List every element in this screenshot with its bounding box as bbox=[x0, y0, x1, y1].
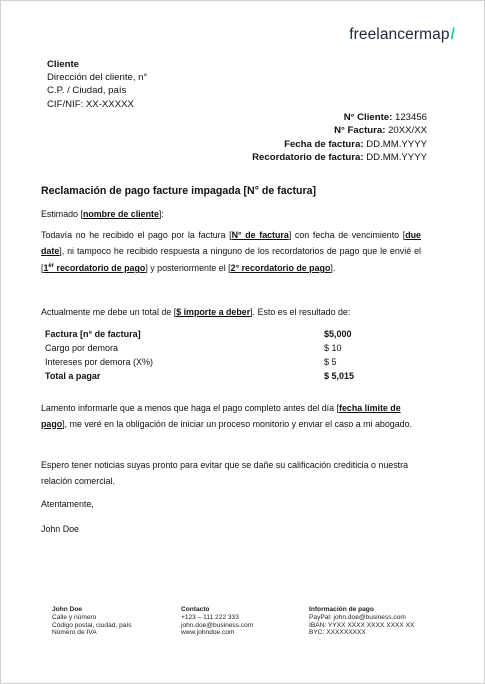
client-address-block bbox=[47, 58, 147, 111]
meta-invoice-date: Fecha de factura: DD.MM.YYYY bbox=[284, 138, 427, 150]
table-row bbox=[45, 327, 384, 341]
placeholder-amount: $ importe a deber bbox=[176, 307, 251, 317]
footer-sender: John Doe Calle y número Código postal, ciudad, país Número de IVA bbox=[52, 606, 132, 637]
brand-logo bbox=[349, 26, 455, 44]
table-row bbox=[45, 369, 384, 383]
closing: Atentamente, bbox=[41, 499, 94, 509]
client-heading: Cliente bbox=[47, 59, 79, 70]
cost-breakdown-table bbox=[45, 327, 384, 383]
placeholder-due-date: due date bbox=[41, 230, 421, 256]
cost-label: Intereses por demora (X%) bbox=[45, 357, 154, 367]
meta-invoice-no: N° Factura: 20XX/XX bbox=[334, 125, 427, 137]
placeholder-client-name: nombre de cliente bbox=[82, 209, 159, 219]
signature: John Doe bbox=[41, 524, 79, 534]
placeholder-first-reminder: 1er recordatorio de pago bbox=[43, 262, 146, 273]
paragraph-overdue: Todavía no he recibido el pago por la factura [N° de factura] con fecha de vencimiento [due date], ni tampoco he recibido respuesta a ninguno de los recordatorios de pago que le envié el [1er recordatorio de pago] y posteriormente el [2° recordatorio de pago]. bbox=[41, 230, 421, 273]
footer-payment-info: Información de pago PayPal: john.doe@business.com IBAN: YYXX XXXX XXXX XXXX XX BYC: XXXXXXXXX bbox=[309, 606, 415, 637]
meta-client-no: N° Cliente: 123456 bbox=[343, 112, 427, 123]
client-taxid: CIF/NIF: XX-XXXXX bbox=[47, 98, 134, 110]
footer-contact: Contacto +123 – 111 222 333 john.doe@business.com www.johndoe.com bbox=[181, 606, 254, 637]
paragraph-hope: Espero tener noticias suyas pronto para evitar que se dañe su calificación crediticia o nuestra relación comercial. bbox=[41, 460, 409, 486]
placeholder-deadline: fecha límite de pago bbox=[41, 403, 401, 429]
cost-label: Total a pagar bbox=[45, 371, 101, 381]
meta-reminder-date: Recordatorio de factura: DD.MM.YYYY bbox=[252, 151, 427, 163]
invoice-meta-block bbox=[252, 111, 427, 164]
placeholder-invoice-no: N° de factura bbox=[231, 230, 289, 240]
table-row bbox=[45, 341, 384, 355]
cost-amount: $ 10 bbox=[324, 343, 342, 353]
cost-amount: $ 5 bbox=[324, 357, 337, 367]
cost-label: Cargo por demora bbox=[45, 343, 119, 353]
paragraph-deadline: Lamento informarle que a menos que haga el pago completo antes del día [fecha límite de pago], me veré en la obligación de iniciar un proceso monitorio y enviar el caso a mi abogado. bbox=[41, 403, 412, 429]
cost-amount: $ 5,015 bbox=[324, 371, 355, 381]
brand-slash: / bbox=[450, 26, 455, 43]
letter-subject: Reclamación de pago facture impagada [N° de factura] bbox=[41, 185, 317, 197]
cost-amount: $5,000 bbox=[324, 329, 352, 339]
paragraph-total: Actualmente me debe un total de [$ importe a deber]. Esto es el resultado de: bbox=[41, 307, 351, 317]
cost-label: Factura [n° de factura] bbox=[45, 329, 141, 339]
brand-name: freelancermap bbox=[349, 26, 450, 43]
client-address: Dirección del cliente, n° bbox=[47, 72, 148, 84]
placeholder-second-reminder: 2° recordatorio de pago bbox=[230, 262, 331, 273]
client-city: C.P. / Ciudad, país bbox=[47, 85, 127, 97]
greeting: Estimado [nombre de cliente]: bbox=[41, 209, 164, 219]
table-row bbox=[45, 355, 384, 369]
